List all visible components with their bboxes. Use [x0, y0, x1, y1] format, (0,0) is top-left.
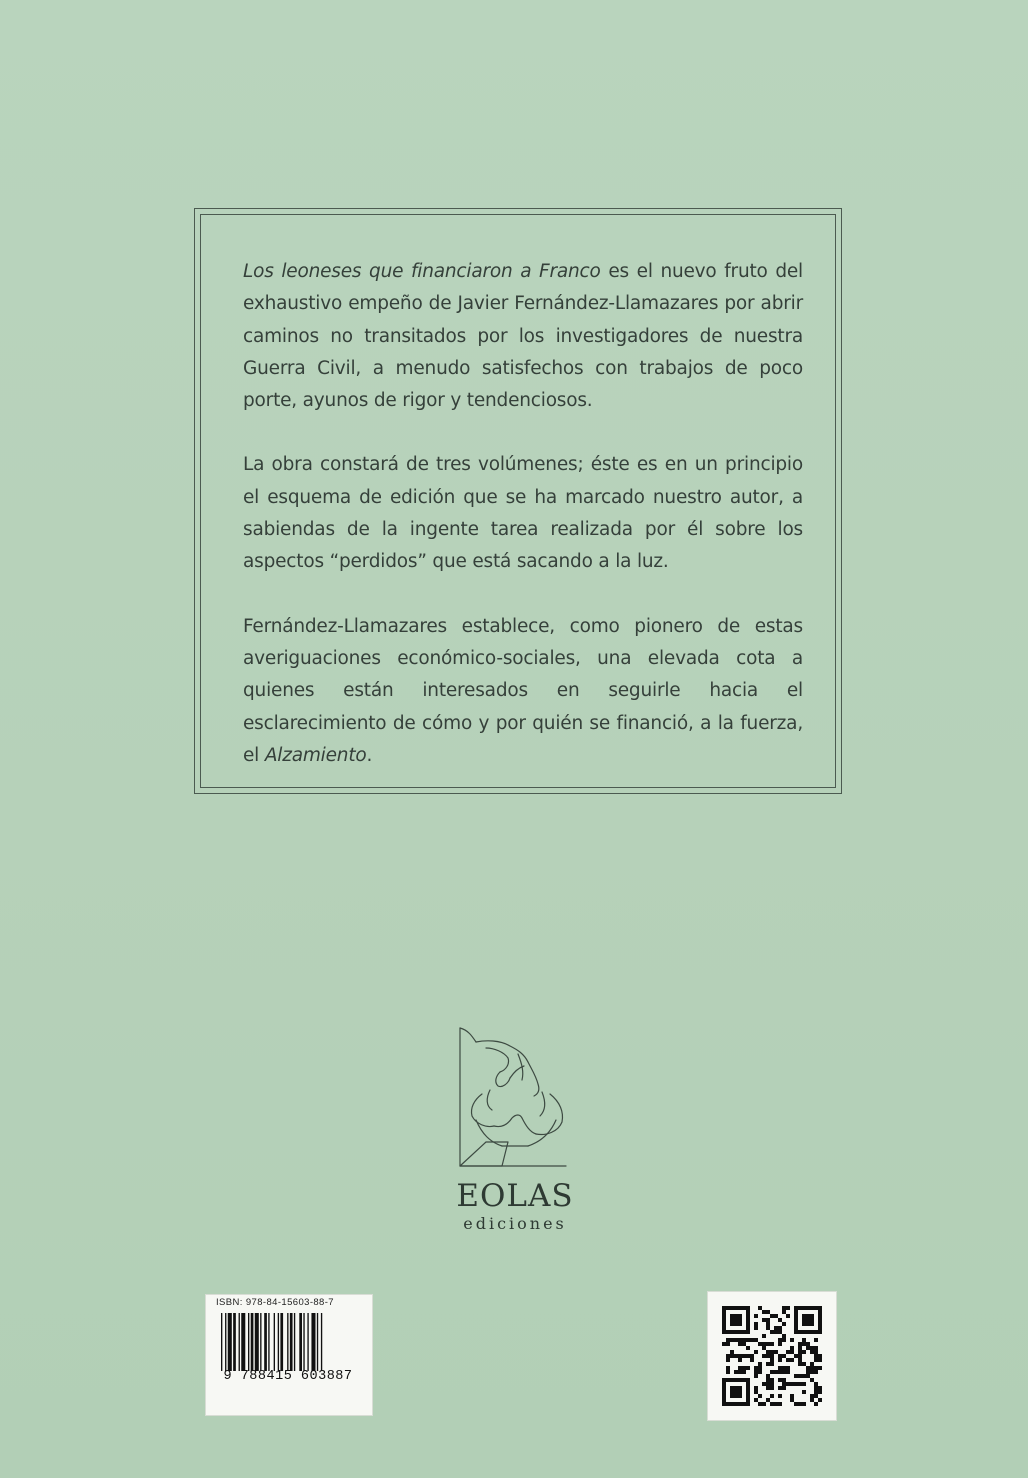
- synopsis-paragraph-3-text: Fernández-Llamazares establece, como pionero de estas averiguaciones económico-sociales, una elevada cota a quienes están interesados en seguirle hacia el esclarecimiento de cómo y por quién se financió, a la fuerza, el: [243, 615, 803, 766]
- publisher-subtitle: ediciones: [463, 1214, 567, 1233]
- publisher-name: EOLAS: [456, 1178, 574, 1214]
- qr-code-icon: [708, 1292, 836, 1420]
- qr-code-panel: [707, 1291, 837, 1421]
- hands-logo-icon: [446, 1024, 586, 1174]
- synopsis-paragraph-3: [243, 611, 803, 772]
- synopsis-paragraph-1: [243, 256, 803, 417]
- alzamiento-italic: Alzamiento: [264, 744, 367, 766]
- isbn-barcode-number: 9 788415 603887: [223, 1369, 353, 1384]
- synopsis-paragraph-3-end: .: [366, 744, 373, 766]
- synopsis-paragraph-1-text: es el nuevo fruto del exhaustivo empeño de Javier Fernández-Llamazares por abrir caminos no transitados por los investigadores de nuestra Guerra Civil, a menudo satisfechos con trabajos de poco porte, ayunos de rigor y tendenciosos.: [243, 261, 803, 412]
- isbn-label: ISBN: 978-84-15603-88-7: [216, 1297, 334, 1308]
- synopsis-text: [243, 256, 803, 804]
- synopsis-paragraph-2: La obra constará de tres volúmenes; éste es en un principio el esquema de edición que se ha marcado nuestro autor, a sabiendas de la ingente tarea realizada por él sobre los aspectos “perdidos” que está sacando a la luz.: [243, 454, 803, 573]
- barcode-icon: [221, 1313, 357, 1373]
- publisher-brand: [430, 1178, 600, 1234]
- book-title: Los leoneses que financiaron a Franco: [243, 261, 601, 282]
